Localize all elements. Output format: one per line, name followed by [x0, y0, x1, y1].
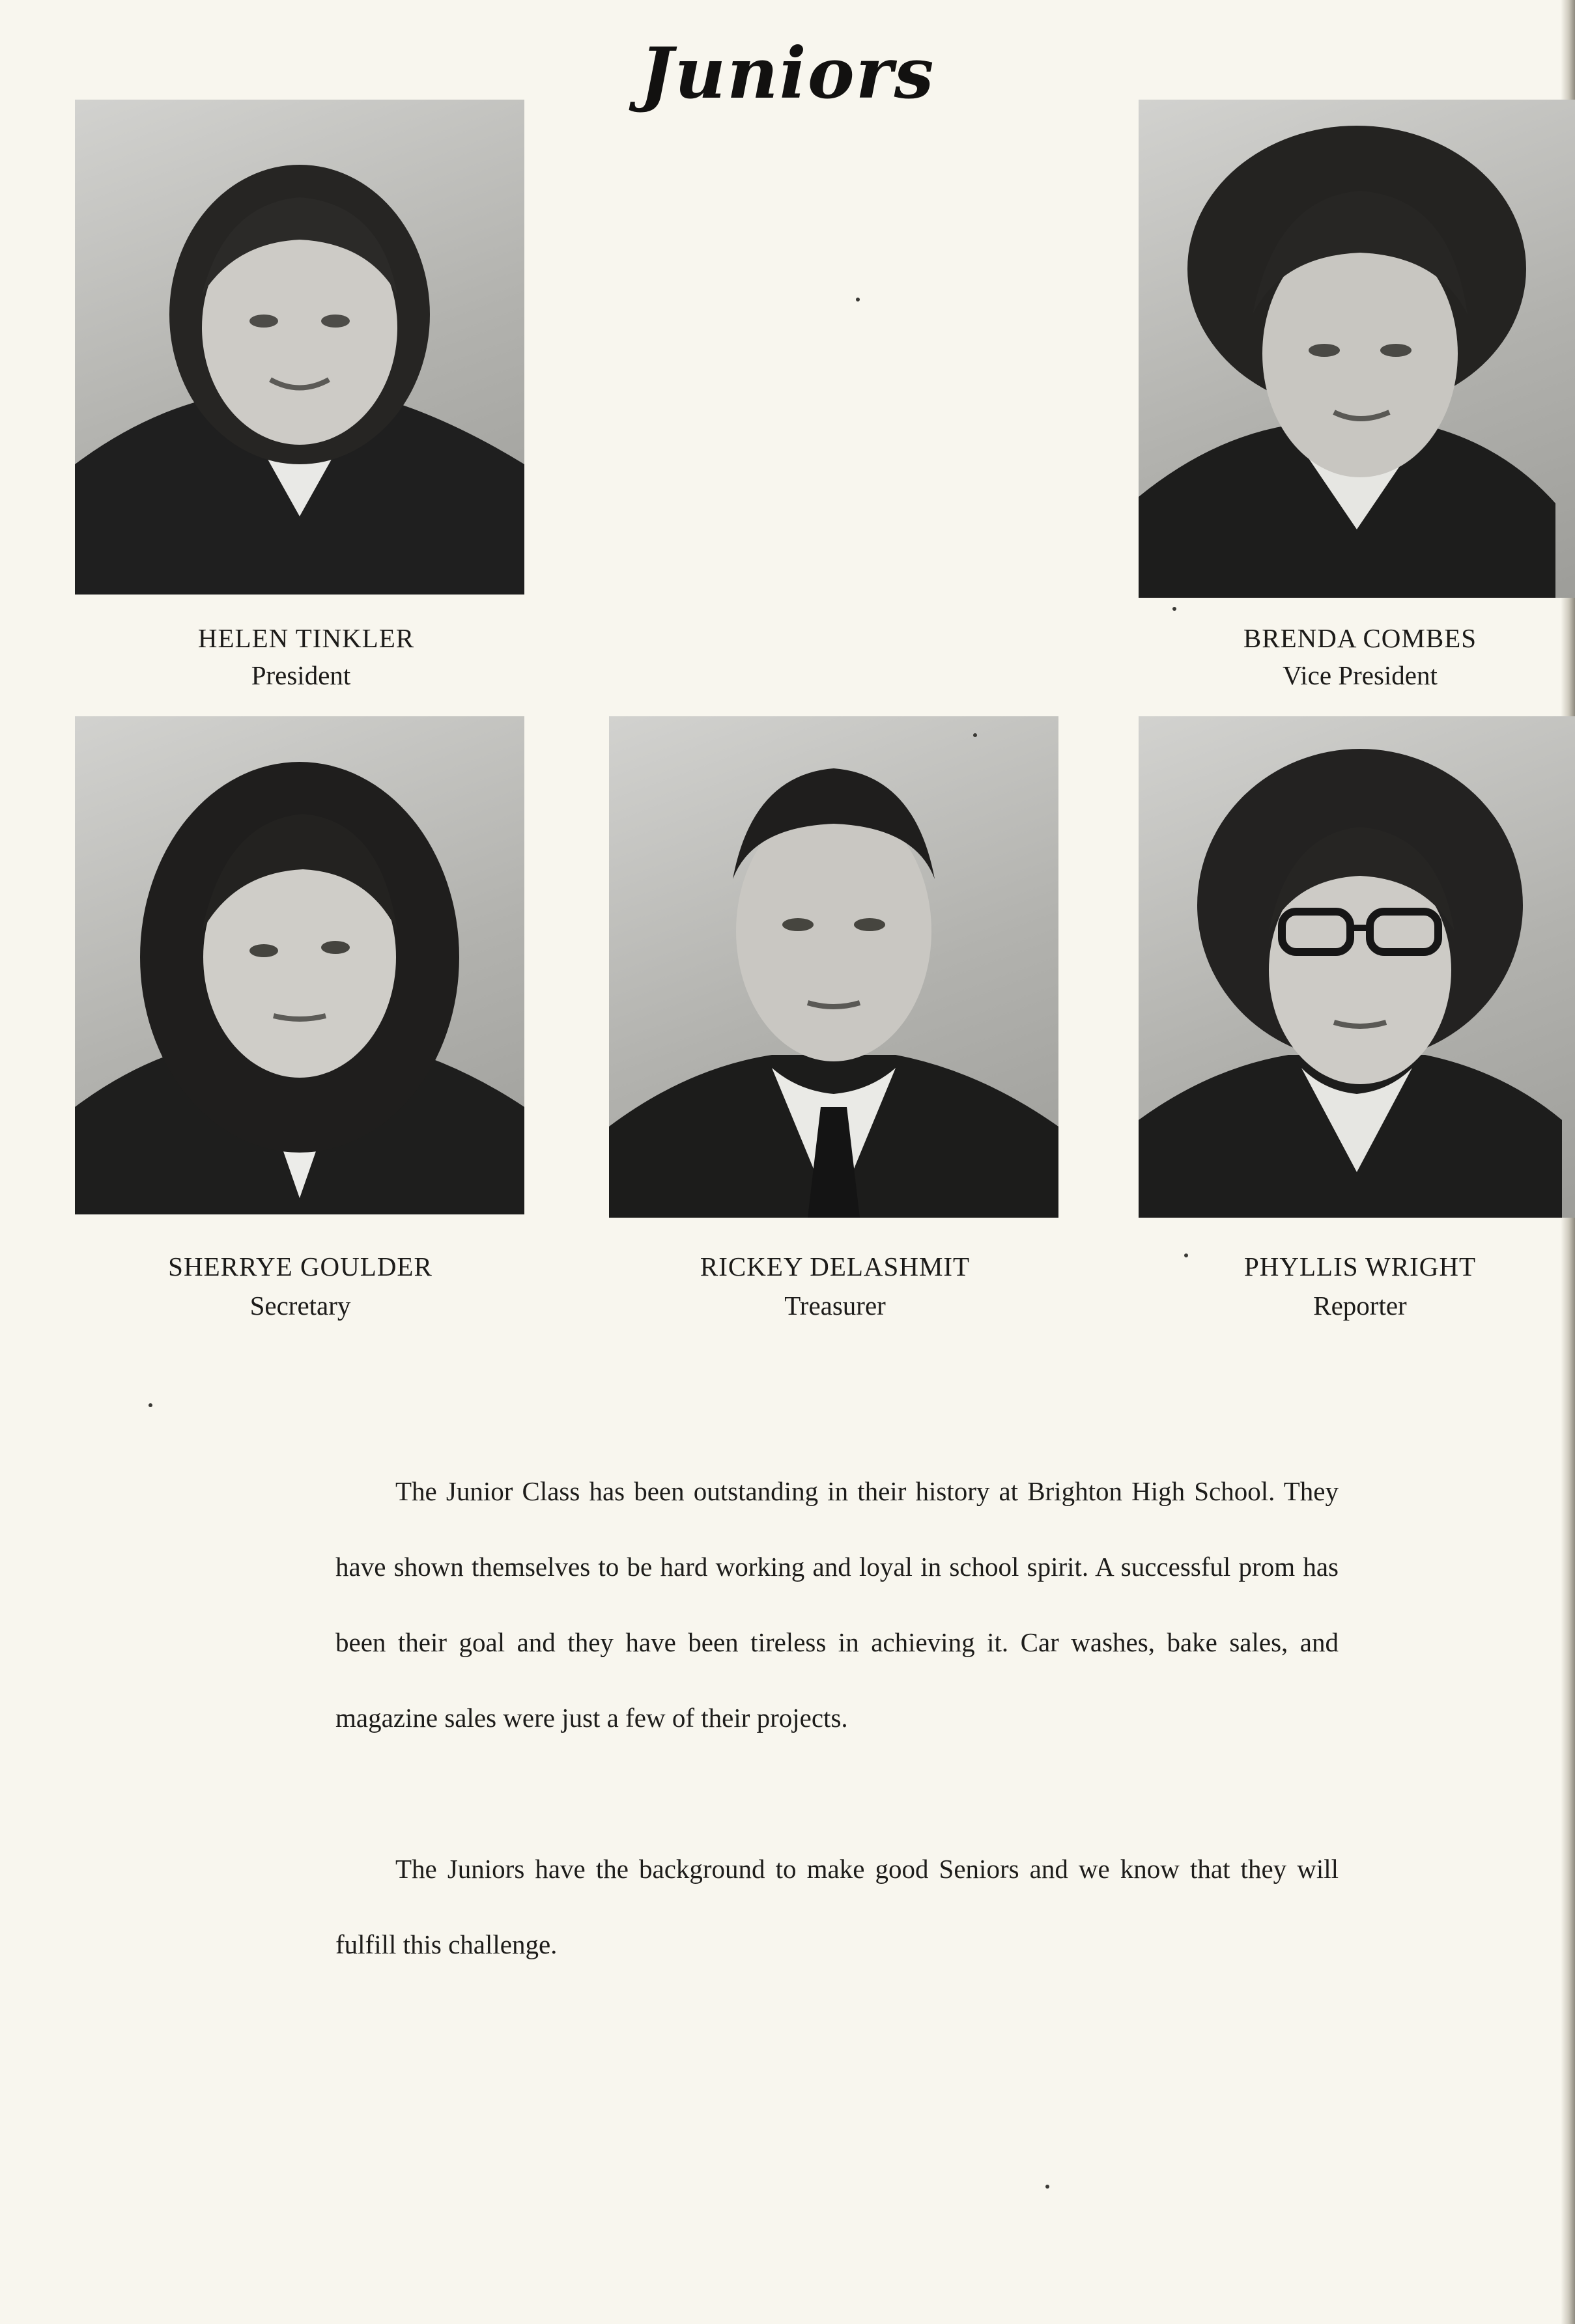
print-speck — [1172, 607, 1176, 611]
portrait-rickey-delashmit — [609, 716, 1058, 1218]
print-speck — [1045, 2185, 1049, 2189]
officer-name-3: SHERRYE GOULDER — [168, 1252, 433, 1281]
portrait-phyllis-wright — [1139, 716, 1575, 1218]
officer-name-4: RICKEY DELASHMIT — [700, 1252, 971, 1281]
portrait-sherrye-goulder — [75, 716, 524, 1214]
officer-role-2: Vice President — [1283, 660, 1438, 690]
officer-role-3: Secretary — [249, 1291, 351, 1321]
portrait-brenda-combes — [1139, 100, 1575, 598]
print-speck — [149, 1403, 152, 1407]
officer-name-2: BRENDA COMBES — [1243, 623, 1477, 653]
portrait-helen-tinkler — [75, 100, 524, 595]
officer-role-4: Treasurer — [784, 1291, 886, 1321]
class-history-paragraph-1: The Junior Class has been outstanding in their history at Brighton High School. They have shown themselves to be hard working and loyal in school spirit. A successful prom has been their goal and they have been tireless in achieving it. Car washes, bake sales, and magazine sales were just a few of their projects. — [335, 1476, 1339, 1733]
print-speck — [973, 733, 977, 737]
officer-role-5: Reporter — [1313, 1291, 1407, 1321]
page-title: Juniors — [640, 33, 935, 115]
officer-role-1: President — [251, 660, 351, 690]
officer-name-5: PHYLLIS WRIGHT — [1243, 1252, 1477, 1281]
print-speck — [1184, 1253, 1188, 1257]
class-history-paragraph-2: The Juniors have the background to make good Seniors and we know that they will fulfill this challenge. — [335, 1854, 1339, 1959]
officer-name-1: HELEN TINKLER — [197, 623, 415, 653]
print-speck — [856, 298, 860, 301]
